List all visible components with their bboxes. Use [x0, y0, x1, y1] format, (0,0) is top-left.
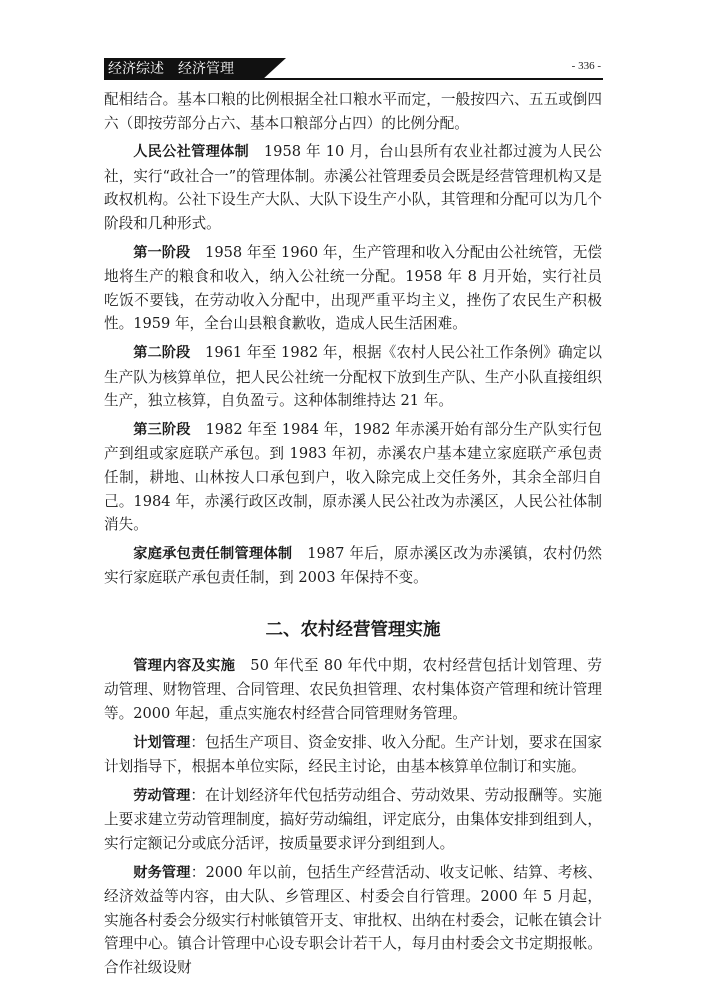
paragraph-plan-management	[104, 731, 602, 779]
running-header	[104, 58, 603, 80]
paragraph-heading: 人民公社管理体制	[133, 144, 249, 161]
paragraph-household-contract	[104, 542, 602, 590]
paragraph-text: 1958 年至 1960 年，生产管理和收入分配由公社统管，无偿地将生产的粮食和收入，纳入公社统一分配。1958 年 8 月开始，实行社员吃饭不要钱，在劳动收入分配中，出现严重平均主义，挫伤了农民生产积极性。1959 年，全台山县粮食歉收，造成人民生活困难。	[104, 243, 602, 333]
paragraph-stage-three	[104, 418, 602, 537]
paragraph-text: 1982 年至 1984 年，1982 年赤溪开始有部分生产队实行包产到组或家庭联产承包。到 1983 年初，赤溪农户基本建立家庭联产承包责任制，耕地、山林按人口承包到户，收入除完成上交任务外，其余全部归自己。1984 年，赤溪行政区改制，原赤溪人民公社改为赤溪区，人民公社体制消失。	[104, 420, 602, 534]
paragraph-heading: 第一阶段	[133, 244, 191, 261]
paragraph-heading: 财务管理	[133, 864, 191, 881]
header-rule	[262, 78, 603, 80]
paragraph-heading: 家庭承包责任制管理体制	[133, 545, 293, 562]
paragraph-commune-system	[104, 140, 602, 235]
paragraph-stage-one	[104, 241, 602, 336]
paragraph-text: 1987 年后，原赤溪区改为赤溪镇，农村仍然实行家庭联产承包责任制，到 2003 年保持不变。	[104, 544, 602, 587]
header-tab-slant	[262, 58, 286, 80]
paragraph-text: 50 年代至 80 年代中期，农村经营包括计划管理、劳动管理、财物管理、合同管理、农民负担管理、农村集体资产管理和统计管理等。2000 年起，重点实施农村经营合同管理财务管理。	[104, 656, 602, 723]
paragraph-finance-management	[104, 861, 602, 980]
paragraph-text: ：包括生产项目、资金安排、收入分配。生产计划，要求在国家计划指导下，根据本单位实际，经民主讨论，由基本核算单位制订和实施。	[104, 733, 602, 776]
page-body	[104, 88, 602, 985]
paragraph-heading: 管理内容及实施	[133, 657, 236, 674]
section-title: 二、农村经营管理实施	[265, 619, 441, 640]
section-label: 经济综述 经济管理	[104, 58, 262, 80]
paragraph-heading: 计划管理	[133, 734, 191, 751]
page-number: - 336 -	[571, 60, 601, 72]
paragraph-heading: 劳动管理	[133, 787, 191, 804]
paragraph-text: 1958 年 10 月，台山县所有农业社都过渡为人民公社，实行“政社合一”的管理体制。赤溪公社管理委员会既是经营管理机构又是政权机构。公社下设生产大队、大队下设生产小队，其管理和分配可以为几个阶段和几种形式。	[104, 143, 602, 232]
paragraph-continuation: 配相结合。基本口粮的比例根据全社口粮水平而定，一般按四六、五五或倒四六（即按劳部分占六、基本口粮部分占四）的比例分配。	[104, 91, 602, 132]
paragraph-text: ：在计划经济年代包括劳动组合、劳动效果、劳动报酬等。实施上要求建立劳动管理制度，搞好劳动编组，评定底分，由集体安排到组到人，实行定额记分或底分活评，按质量要求评分到组到人。	[104, 786, 602, 853]
paragraph-labor-management	[104, 784, 602, 856]
paragraph-heading: 第二阶段	[133, 344, 191, 361]
paragraph-stage-two	[104, 341, 602, 413]
paragraph-management-content	[104, 654, 602, 726]
paragraph-heading: 第三阶段	[133, 421, 191, 438]
paragraph-text: ：2000 年以前，包括生产经营活动、收支记帐、结算、考核、经济效益等内容，由大队、乡管理区、村委会自行管理。2000 年 5 月起，实施各村委会分级实行村帐镇管开支、审批权、出纳在村委会，记帐在镇会计管理中心。镇合计管理中心设专职会计若干人，每月由村委会文书定期报帐。合作社级设财	[104, 863, 602, 976]
paragraph-text: 1961 年至 1982 年，根据《农村人民公社工作条例》确定以生产队为核算单位，把人民公社统一分配权下放到生产队、生产小队直接组织生产，独立核算，自负盈亏。这种体制维持达 21 年。	[104, 343, 602, 410]
